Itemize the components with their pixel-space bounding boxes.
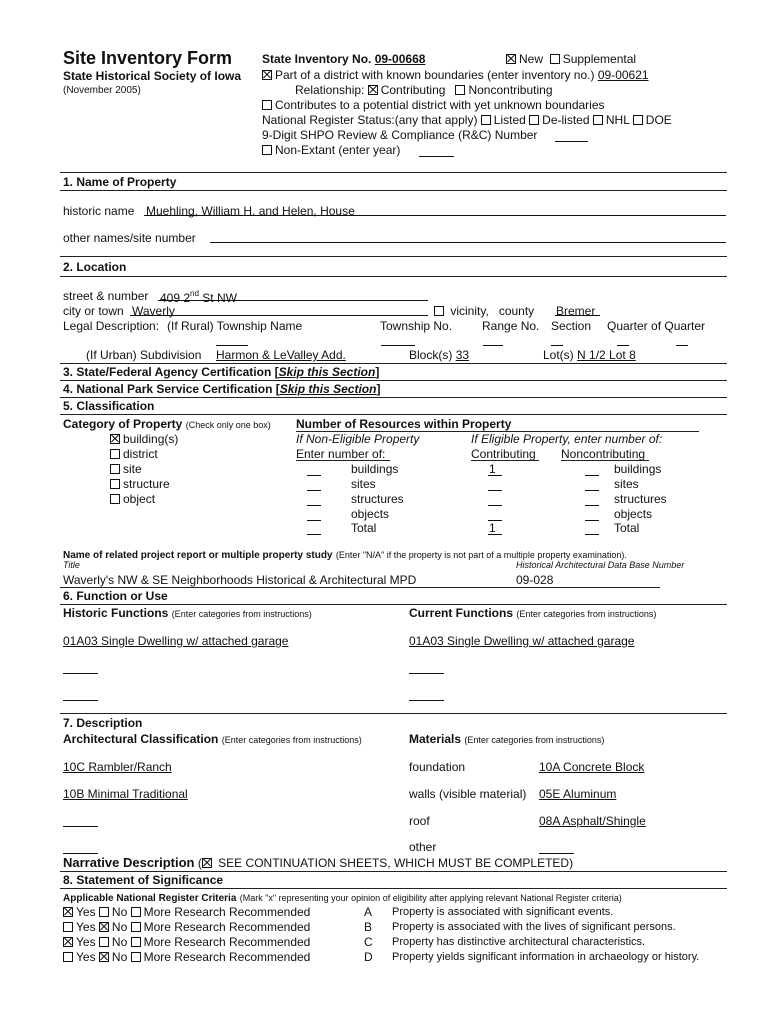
street-label: street & number xyxy=(63,289,149,303)
roof-label: roof xyxy=(409,814,430,828)
relationship-row xyxy=(295,84,553,96)
shpo-field[interactable] xyxy=(555,129,588,142)
section-4-skip: Skip this Section xyxy=(279,382,377,396)
current-function-field[interactable] xyxy=(409,688,444,701)
cat-structure xyxy=(110,478,170,490)
divider xyxy=(60,888,727,889)
count-field[interactable] xyxy=(488,493,502,506)
street-number: 409 2 xyxy=(160,291,191,305)
arch-class-note: (Enter categories from instructions) xyxy=(221,735,362,745)
narrative-checkbox[interactable] xyxy=(202,858,212,868)
criteria-b-more-checkbox[interactable] xyxy=(131,922,141,932)
narrative-label: Narrative Description xyxy=(63,855,195,870)
urban-subdivision-label: (If Urban) Subdivision xyxy=(86,348,202,362)
doe-checkbox[interactable] xyxy=(633,115,643,125)
type-sites: sites xyxy=(351,477,376,491)
section-1-heading: 1. Name of Property xyxy=(63,175,177,189)
new-label: New xyxy=(519,52,544,66)
criteria-b-yes-checkbox[interactable] xyxy=(63,922,73,932)
more-research-label: More Research Recommended xyxy=(143,920,311,934)
part-district-checkbox[interactable] xyxy=(262,70,272,80)
category-row xyxy=(63,418,271,430)
street-value xyxy=(160,290,237,304)
foundation-value[interactable]: 10A Concrete Block xyxy=(539,760,645,774)
block-label: Block(s) xyxy=(409,348,453,362)
count-field[interactable] xyxy=(488,478,502,491)
narrative-row: Narrative Description ( SEE CONTINUATION SHEETS, WHICH MUST BE COMPLETED) xyxy=(63,855,574,870)
non-extant-row xyxy=(262,144,400,156)
count-field[interactable] xyxy=(585,478,599,491)
nr-status-row xyxy=(262,114,672,126)
cat-object xyxy=(110,493,155,505)
section-8-heading: 8. Statement of Significance xyxy=(63,873,224,887)
noncontributing-header: Noncontributing xyxy=(561,447,646,461)
county-value: Bremer xyxy=(556,304,596,318)
other-names-field[interactable] xyxy=(210,230,726,243)
roof-value[interactable]: 08A Asphalt/Shingle xyxy=(539,814,646,828)
walls-value[interactable]: 05E Aluminum xyxy=(539,787,617,801)
section-4-bracket: ] xyxy=(376,382,381,396)
street-name: St NW xyxy=(198,291,237,305)
historic-name-value: Muehling, William H. and Helen, House xyxy=(146,204,355,218)
enter-number-label: Enter number of: xyxy=(296,447,386,461)
delisted-label: De-listed xyxy=(542,113,590,127)
category-note: (Check only one box) xyxy=(185,420,271,430)
eligible-label: If Eligible Property, enter number of: xyxy=(471,432,663,446)
other-names-label: other names/site number xyxy=(63,231,196,245)
site-checkbox[interactable] xyxy=(110,464,120,474)
type-buildings-right: buildings xyxy=(614,462,662,476)
township-name-field[interactable] xyxy=(216,333,248,346)
quarter-label: Quarter of Quarter xyxy=(607,319,706,333)
vicinity-row xyxy=(434,305,534,317)
listed-checkbox[interactable] xyxy=(481,115,491,125)
structure-checkbox[interactable] xyxy=(110,479,120,489)
arch-class-field[interactable] xyxy=(63,841,98,854)
criteria-c-more-checkbox[interactable] xyxy=(131,937,141,947)
study-underline xyxy=(60,587,660,588)
new-checkbox[interactable] xyxy=(506,54,516,64)
non-extant-checkbox[interactable] xyxy=(262,145,272,155)
divider xyxy=(60,190,727,191)
shpo-label: 9-Digit SHPO Review & Compliance (R&C) Number xyxy=(262,128,538,142)
legal-description-label: Legal Description: xyxy=(63,319,160,333)
criteria-a-row xyxy=(63,906,310,918)
type-total: Total xyxy=(351,521,377,535)
no-label: No xyxy=(111,920,128,934)
criteria-d-no-checkbox[interactable] xyxy=(99,952,109,962)
criteria-note: (Mark "x" representing your opinion of eligibility after applying relevant National Register criteria) xyxy=(239,893,622,903)
lot-row xyxy=(543,349,636,361)
db-number-label: Historical Architectural Data Base Number xyxy=(516,560,685,570)
historic-functions-row xyxy=(63,607,312,619)
criteria-b-row xyxy=(63,921,310,933)
district-checkbox[interactable] xyxy=(110,449,120,459)
criteria-b-no-checkbox[interactable] xyxy=(99,922,109,932)
inventory-number-row xyxy=(262,53,425,65)
historic-function-field[interactable] xyxy=(63,688,98,701)
contributing-label: Contributing xyxy=(380,83,446,97)
range-no-label: Range No. xyxy=(482,319,540,333)
section-4-title: 4. National Park Service Certification [ xyxy=(63,382,280,396)
part-district-row xyxy=(262,69,649,81)
current-functions-note: (Enter categories from instructions) xyxy=(516,609,657,619)
site-label: site xyxy=(123,462,142,476)
structure-label: structure xyxy=(123,477,170,491)
no-label: No xyxy=(111,950,128,964)
criteria-desc-c: Property has distinctive architectural characteristics. xyxy=(392,936,646,948)
section-label: Section xyxy=(551,319,592,333)
historic-name-label: historic name xyxy=(63,204,135,218)
relationship-label: Relationship: xyxy=(295,83,365,97)
related-study-note: (Enter "N/A" if the property is not part of a multiple property examination). xyxy=(335,550,627,560)
divider xyxy=(60,397,727,398)
nhl-label: NHL xyxy=(605,113,630,127)
non-extant-year-field[interactable] xyxy=(419,144,454,157)
current-function-value[interactable]: 01A03 Single Dwelling w/ attached garage xyxy=(409,634,635,648)
divider xyxy=(471,460,539,461)
count-field[interactable] xyxy=(307,478,321,491)
contributing-header: Contributing xyxy=(471,447,536,461)
narrative-note: SEE CONTINUATION SHEETS, WHICH MUST BE COMPLETED) xyxy=(214,856,574,870)
related-study-label: Name of related project report or multiple property study xyxy=(63,550,333,561)
object-checkbox[interactable] xyxy=(110,494,120,504)
building-label: building(s) xyxy=(123,432,179,446)
divider xyxy=(60,380,727,381)
divider xyxy=(561,460,649,461)
vicinity-label: vicinity, xyxy=(450,304,489,318)
contributes-potential-checkbox[interactable] xyxy=(262,100,272,110)
current-function-field[interactable] xyxy=(409,661,444,674)
yes-label: Yes xyxy=(76,920,96,934)
criteria-d-more-checkbox[interactable] xyxy=(131,952,141,962)
section-3-heading xyxy=(63,366,379,378)
quarter-field[interactable] xyxy=(617,333,629,346)
materials-label: Materials xyxy=(409,732,462,746)
current-functions-label: Current Functions xyxy=(409,606,513,620)
section-5-heading: 5. Classification xyxy=(63,399,155,413)
section-3-title: 3. State/Federal Agency Certification [ xyxy=(63,365,279,379)
arch-class-1[interactable]: 10C Rambler/Ranch xyxy=(63,760,172,774)
divider xyxy=(60,276,727,277)
materials-row xyxy=(409,733,604,745)
more-research-label: More Research Recommended xyxy=(143,905,311,919)
city-value: Waverly xyxy=(132,304,175,318)
district-label: district xyxy=(123,447,158,461)
section-7-heading: 7. Description xyxy=(63,716,143,730)
arch-class-label: Architectural Classification xyxy=(63,732,219,746)
count-field[interactable] xyxy=(307,493,321,506)
other-material-field[interactable] xyxy=(539,841,574,854)
criteria-letter-a: A xyxy=(364,905,373,919)
new-supplemental-row xyxy=(506,53,636,65)
vicinity-checkbox[interactable] xyxy=(434,306,444,316)
lot-label: Lot(s) xyxy=(543,348,574,362)
num-resources-heading: Number of Resources within Property xyxy=(296,417,512,431)
criteria-letter-b: B xyxy=(364,920,373,934)
criteria-d-yes-checkbox[interactable] xyxy=(63,952,73,962)
range-no-field[interactable] xyxy=(483,333,503,346)
building-checkbox[interactable] xyxy=(110,434,120,444)
section-6-heading: 6. Function or Use xyxy=(63,589,168,603)
delisted-checkbox[interactable] xyxy=(529,115,539,125)
foundation-label: foundation xyxy=(409,760,466,774)
divider xyxy=(296,460,390,461)
count-field[interactable] xyxy=(585,522,599,535)
street-suffix: nd xyxy=(190,289,199,298)
block-row xyxy=(409,349,469,361)
subdivision-value[interactable]: Harmon & LeValley Add. xyxy=(216,348,346,362)
criteria-a-more-checkbox[interactable] xyxy=(131,907,141,917)
arch-class-2[interactable]: 10B Minimal Traditional xyxy=(63,787,188,801)
divider xyxy=(60,604,727,605)
more-research-label: More Research Recommended xyxy=(143,935,311,949)
study-db-number: 09-028 xyxy=(516,573,554,587)
arch-class-field[interactable] xyxy=(63,814,98,827)
township-no-field[interactable] xyxy=(381,333,415,346)
supplemental-label: Supplemental xyxy=(562,52,637,66)
criteria-desc-b: Property is associated with the lives of significant persons. xyxy=(392,921,676,933)
count-field[interactable] xyxy=(307,508,321,521)
current-functions-row xyxy=(409,607,656,619)
inventory-label: State Inventory No. xyxy=(262,52,372,66)
criteria-c-yes-checkbox[interactable] xyxy=(63,937,73,947)
contrib-buildings-value: 1 xyxy=(489,462,496,476)
criteria-a-yes-checkbox[interactable] xyxy=(63,907,73,917)
divider xyxy=(60,713,727,714)
supplemental-checkbox[interactable] xyxy=(550,54,560,64)
historic-functions-label: Historic Functions xyxy=(63,606,169,620)
more-research-label: More Research Recommended xyxy=(143,950,311,964)
nr-status-label: National Register Status:(any that apply) xyxy=(262,113,478,127)
criteria-d-row xyxy=(63,951,310,963)
no-label: No xyxy=(111,935,128,949)
criteria-c-row xyxy=(63,936,310,948)
block-value[interactable]: 33 xyxy=(455,348,470,362)
noncontributing-label: Noncontributing xyxy=(468,83,553,97)
form-title: Site Inventory Form xyxy=(63,48,233,68)
cat-building xyxy=(110,433,178,445)
township-no-label: Township No. xyxy=(380,319,453,333)
criteria-desc-a: Property is associated with significant events. xyxy=(392,906,614,918)
contributing-checkbox[interactable] xyxy=(368,85,378,95)
historic-function-field[interactable] xyxy=(63,661,98,674)
count-field[interactable] xyxy=(585,508,599,521)
historic-function-value[interactable]: 01A03 Single Dwelling w/ attached garage xyxy=(63,634,289,648)
divider xyxy=(60,256,727,257)
criteria-label: Applicable National Register Criteria xyxy=(63,893,237,904)
rural-township-label: (If Rural) Township Name xyxy=(167,319,303,333)
nhl-checkbox[interactable] xyxy=(593,115,603,125)
other-material-label: other xyxy=(409,840,437,854)
contributes-potential-row xyxy=(262,99,605,111)
criteria-c-no-checkbox[interactable] xyxy=(99,937,109,947)
historic-functions-note: (Enter categories from instructions) xyxy=(171,609,312,619)
non-extant-label: Non-Extant (enter year) xyxy=(275,143,401,157)
section-field[interactable] xyxy=(551,333,563,346)
criteria-desc-d: Property yields significant information in archaeology or history. xyxy=(392,951,700,963)
count-field[interactable] xyxy=(585,493,599,506)
org-name: State Historical Society of Iowa xyxy=(63,69,242,83)
yes-label: Yes xyxy=(76,950,96,964)
non-eligible-label: If Non-Eligible Property xyxy=(296,432,420,446)
count-field[interactable] xyxy=(307,463,321,476)
section-3-bracket: ] xyxy=(375,365,380,379)
section-3-skip: Skip this Section xyxy=(278,365,376,379)
contrib-total-value: 1 xyxy=(489,521,496,535)
city-label: city or town xyxy=(63,304,124,318)
section-4-heading xyxy=(63,383,380,395)
type-structures: structures xyxy=(351,492,404,506)
part-district-label: Part of a district with known boundaries (enter inventory no.) xyxy=(275,68,595,82)
criteria-row xyxy=(63,891,622,904)
county-label: county xyxy=(498,304,535,318)
divider xyxy=(60,871,727,872)
lot-value[interactable]: N 1/2 Lot 8 xyxy=(577,348,636,362)
walls-label: walls (visible material) xyxy=(409,787,527,801)
yes-label: Yes xyxy=(76,905,96,919)
divider xyxy=(60,363,727,364)
object-label: object xyxy=(123,492,156,506)
divider xyxy=(60,172,727,173)
count-field[interactable] xyxy=(488,508,502,521)
district-number[interactable]: 09-00621 xyxy=(597,68,649,82)
count-field[interactable] xyxy=(585,463,599,476)
criteria-letter-c: C xyxy=(364,935,373,949)
materials-note: (Enter categories from instructions) xyxy=(464,735,605,745)
section-2-heading: 2. Location xyxy=(63,260,127,274)
shpo-row xyxy=(262,129,537,141)
type-sites-right: sites xyxy=(614,477,639,491)
divider xyxy=(60,414,727,415)
cat-site xyxy=(110,463,142,475)
type-objects: objects xyxy=(351,507,390,521)
form-date: (November 2005) xyxy=(63,85,141,96)
category-label: Category of Property xyxy=(63,417,183,431)
title-label: Title xyxy=(63,560,80,570)
arch-class-row xyxy=(63,733,362,745)
doe-label: DOE xyxy=(645,113,672,127)
type-buildings: buildings xyxy=(351,462,399,476)
contributes-potential-label: Contributes to a potential district with yet unknown boundaries xyxy=(275,98,605,112)
study-title-value: Waverly's NW & SE Neighborhoods Historical & Architectural MPD xyxy=(63,573,417,587)
noncontributing-checkbox[interactable] xyxy=(455,85,465,95)
inventory-number[interactable]: 09-00668 xyxy=(374,52,426,66)
type-objects-right: objects xyxy=(614,507,653,521)
no-label: No xyxy=(111,905,128,919)
criteria-a-no-checkbox[interactable] xyxy=(99,907,109,917)
cat-district xyxy=(110,448,158,460)
listed-label: Listed xyxy=(493,113,526,127)
count-field[interactable] xyxy=(307,522,321,535)
yes-label: Yes xyxy=(76,935,96,949)
type-structures-right: structures xyxy=(614,492,667,506)
criteria-letter-d: D xyxy=(364,950,373,964)
of-quarter-field[interactable] xyxy=(676,333,688,346)
type-total-right: Total xyxy=(614,521,640,535)
